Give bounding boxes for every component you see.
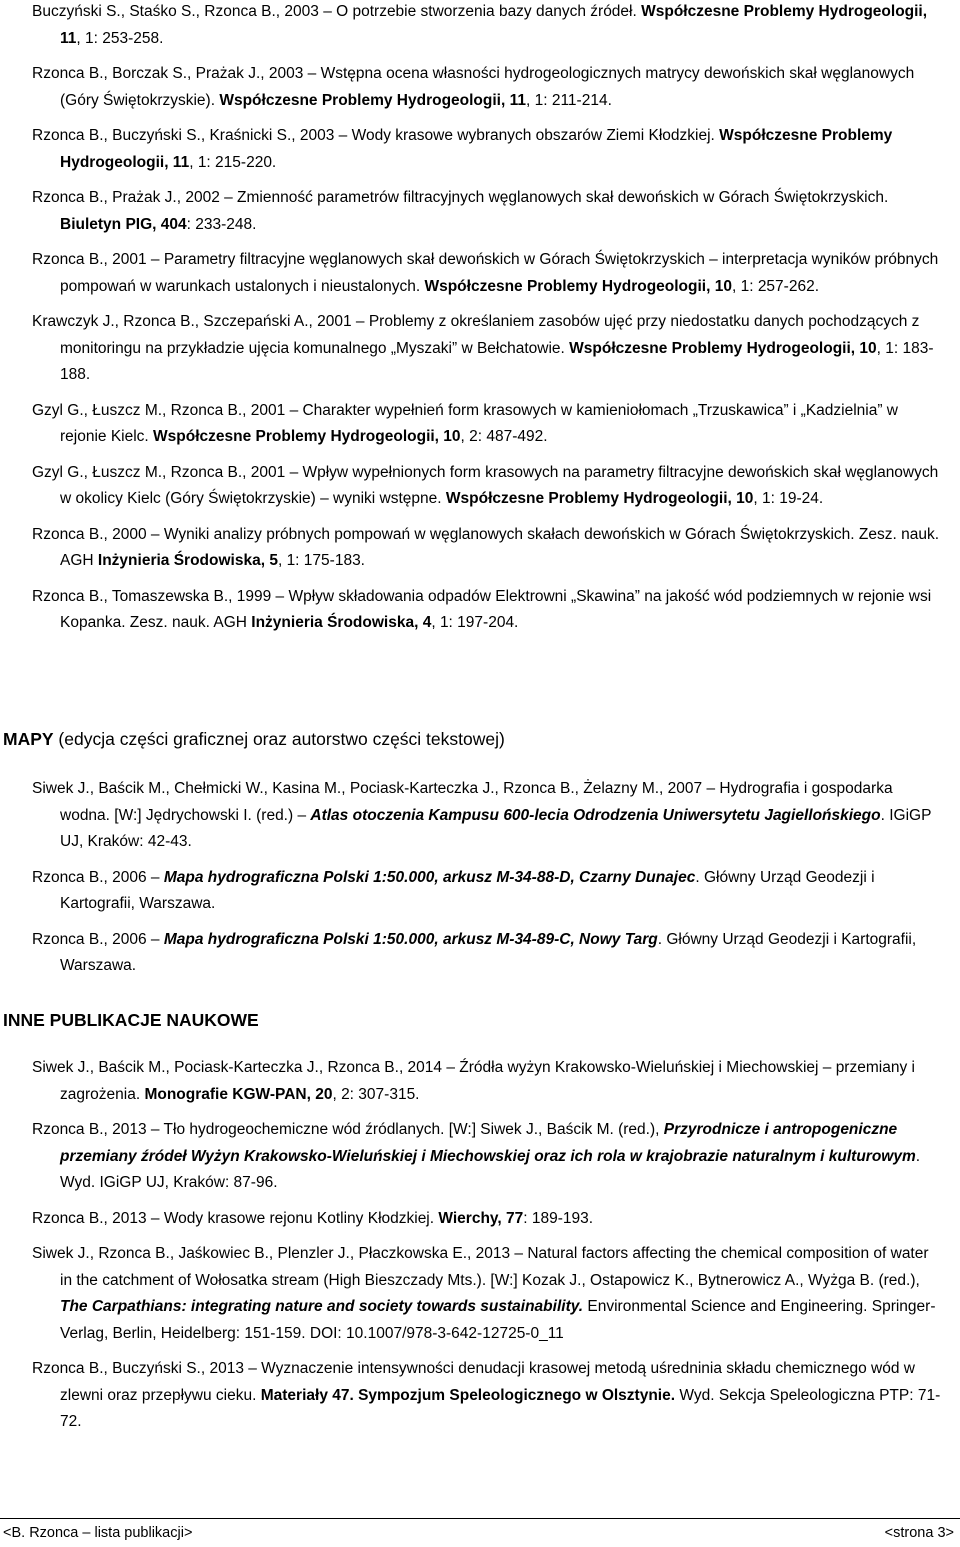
reference-source: The Carpathians: integrating nature and society towards sustainability.: [60, 1298, 584, 1315]
section-heading-other: [3, 1010, 259, 1031]
reference-source: Inżynieria Środowiska, 4: [251, 614, 432, 631]
reference-source: Współczesne Problemy Hydrogeologii, 10: [445, 490, 754, 507]
reference-entry: [32, 185, 944, 238]
reference-entry: [32, 1241, 944, 1347]
reference-entry: [32, 1117, 944, 1197]
reference-text: , 2: 487-492.: [460, 428, 548, 445]
reference-entry: [32, 0, 944, 52]
reference-entry: [32, 460, 944, 513]
section-heading-maps-bold: MAPY: [3, 729, 54, 749]
reference-source: Współczesne Problemy Hydrogeologii, 11: [60, 3, 928, 47]
reference-text: Rzonca B., 2006 –: [32, 868, 164, 886]
reference-text: : 189-193.: [523, 1209, 594, 1227]
reference-source: Współczesne Problemy Hydrogeologii, 11: [60, 127, 893, 171]
reference-text: Rzonca B., 2013 – Wody krasowe rejonu Kotliny Kłodzkiej.: [32, 1209, 439, 1227]
reference-source: Inżynieria Środowiska, 5: [97, 552, 278, 569]
reference-entry: [32, 247, 944, 300]
reference-text: , 1: 211-214.: [525, 91, 612, 109]
reference-source: Współczesne Problemy Hydrogeologii, 11: [219, 91, 526, 109]
reference-text: Rzonca B., Tomaszewska B., 1999 – Wpływ składowania odpadów Elektrowni „Skawina” na jakość wód podziemnych w rejonie wsi Kopanka. Zesz. nauk. AGH: [32, 587, 932, 631]
reference-text: Rzonca B., 2001 – Parametry filtracyjne węglanowych skał dewońskich w Górach Świętokrzyskich – interpretacja wyników próbnych pompowań w warunkach ustalonych i nieustalonych.: [32, 251, 939, 295]
reference-entry: [32, 584, 944, 637]
reference-text: : 233-248.: [186, 215, 257, 233]
reference-list: [32, 0, 944, 646]
reference-entry: [32, 522, 944, 575]
reference-text: , 1: 197-204.: [431, 614, 519, 631]
reference-text: Gzyl G., Łuszcz M., Rzonca B., 2001 – Charakter wypełnień form krasowych w kamieniołomach „Trzuskawica” i „Kadzielnia” w rejonie Kielc.: [32, 401, 899, 445]
reference-text: Siwek J., Rzonca B., Jaśkowiec B., Plenzler J., Płaczkowska E., 2013 – Natural factors affecting the chemical composition of water in the catchment of Wołosatka stream (High Bieszczady Mts.). [W:] Kozak J., Ostapowicz K., Bytnerowicz A., Wyżga B. (red.),: [32, 1245, 929, 1289]
reference-source: Mapa hydrograficzna Polski 1:50.000, arkusz M-34-88-D, Czarny Dunajec: [163, 868, 696, 886]
reference-text: Wyd. Sekcja Speleologiczna PTP: 71-72.: [60, 1386, 941, 1430]
other-reference-list: [32, 1055, 944, 1445]
reference-source: Materiały 47. Sympozjum Speleologicznego w Olsztynie.: [260, 1386, 676, 1404]
page-number: <strona 3>: [884, 1525, 954, 1541]
reference-text: , 1: 175-183.: [277, 552, 365, 569]
reference-text: , 1: 19-24.: [753, 490, 824, 507]
reference-source: Wierchy, 77: [438, 1209, 524, 1227]
reference-entry: [32, 927, 944, 980]
reference-source: Współczesne Problemy Hydrogeologii, 10: [424, 277, 732, 295]
reference-entry: [32, 1055, 944, 1108]
reference-text: , 2: 307-315.: [332, 1085, 420, 1103]
reference-text: , 1: 257-262.: [731, 277, 820, 295]
reference-entry: [32, 1356, 944, 1436]
reference-text: . Wyd. IGiGP UJ, Kraków: 87-96.: [60, 1147, 921, 1191]
reference-source: Współczesne Problemy Hydrogeologii, 10: [153, 428, 461, 445]
reference-entry: [32, 309, 944, 389]
map-reference-list: [32, 776, 944, 989]
section-heading-other-text: INNE PUBLIKACJE NAUKOWE: [3, 1010, 259, 1030]
section-heading-maps-rest: (edycja części graficznej oraz autorstwo części tekstowej): [53, 729, 505, 749]
reference-source: Atlas otoczenia Kampusu 600-lecia Odrodzenia Uniwersytetu Jagiellońskiego: [310, 806, 881, 824]
reference-text: Rzonca B., 2013 – Tło hydrogeochemiczne wód źródlanych. [W:] Siwek J., Baścik M. (red.),: [32, 1121, 664, 1138]
reference-text: Environmental Science and Engineering. Springer-Verlag, Berlin, Heidelberg: 151-159. DOI: 10.1007/978-3-642-12725-0_11: [60, 1298, 936, 1342]
footer-rule: [0, 1518, 960, 1519]
reference-entry: [32, 398, 944, 451]
reference-source: Biuletyn PIG, 404: [60, 215, 187, 233]
section-heading-maps: [3, 729, 505, 750]
reference-text: Buczyński S., Staśko S., Rzonca B., 2003 – O potrzebie stworzenia bazy danych źródeł.: [32, 3, 642, 20]
reference-entry: [32, 1206, 944, 1233]
reference-text: Krawczyk J., Rzonca B., Szczepański A., 2001 – Problemy z określaniem zasobów ujęć przy niedostatku danych pochodzących z monitoringu na przykładzie ujęcia komunalnego „Myszaki” w Bełchatowie.: [32, 313, 920, 357]
reference-text: . IGiGP UJ, Kraków: 42-43.: [60, 806, 932, 850]
reference-text: . Główny Urząd Geodezji i Kartografii, Warszawa.: [60, 868, 875, 912]
reference-text: Rzonca B., Prażak J., 2002 – Zmienność parametrów filtracyjnych węglanowych skał dewońskich w Górach Świętokrzyskich.: [32, 189, 889, 206]
reference-text: , 1: 253-258.: [76, 29, 164, 47]
reference-entry: [32, 123, 944, 176]
reference-source: Mapa hydrograficzna Polski 1:50.000, arkusz M-34-89-C, Nowy Targ: [163, 930, 658, 948]
reference-text: Rzonca B., Borczak S., Prażak J., 2003 – Wstępna ocena własności hydrogeologicznych matrycy dewońskich skał węglanowych (Góry Świętokrzyskie).: [32, 65, 915, 109]
reference-source: Współczesne Problemy Hydrogeologii, 10: [569, 339, 877, 357]
reference-entry: [32, 776, 944, 856]
reference-source: Przyrodnicze i antropogeniczne przemiany źródeł Wyżyn Krakowsko-Wieluńskiej i Miechowskiej oraz ich rola w krajobrazie naturalnym i kulturowym: [60, 1121, 916, 1165]
footer-title: <B. Rzonca – lista publikacji>: [3, 1525, 193, 1541]
reference-text: Rzonca B., Buczyński S., 2013 – Wyznaczenie intensywności denudacji krasowej metodą uśredninia składu chemicznego wód w zlewni oraz przepływu cieku.: [32, 1360, 915, 1404]
reference-text: Gzyl G., Łuszcz M., Rzonca B., 2001 – Wpływ wypełnionych form krasowych na parametry filtracyjne dewońskich skał węglanowych w okolicy Kielc (Góry Świętokrzyskie) – wyniki wstępne.: [32, 463, 939, 507]
reference-text: . Główny Urząd Geodezji i Kartografii, Warszawa.: [60, 930, 917, 974]
reference-text: , 1: 215-220.: [189, 153, 277, 171]
reference-text: Rzonca B., 2000 – Wyniki analizy próbnych pompowań w węglanowych skałach dewońskich w Górach Świętokrzyskich. Zesz. nauk. AGH: [32, 525, 940, 569]
reference-text: , 1: 183-188.: [60, 339, 934, 383]
reference-source: Monografie KGW-PAN, 20: [144, 1085, 333, 1103]
reference-entry: [32, 865, 944, 918]
reference-text: Siwek J., Baścik M., Chełmicki W., Kasina M., Pociask-Karteczka J., Rzonca B., Żelazny M., 2007 – Hydrografia i gospodarka wodna. [W:] Jędrychowski I. (red.) –: [32, 780, 893, 824]
reference-entry: [32, 61, 944, 114]
reference-text: Rzonca B., Buczyński S., Kraśnicki S., 2003 – Wody krasowe wybranych obszarów Ziemi Kłodzkiej.: [32, 127, 720, 144]
reference-text: Rzonca B., 2006 –: [32, 930, 164, 948]
reference-text: Siwek J., Baścik M., Pociask-Karteczka J., Rzonca B., 2014 – Źródła wyżyn Krakowsko-Wieluńskiej i Miechowskiej – przemiany i zagrożenia.: [32, 1059, 915, 1103]
